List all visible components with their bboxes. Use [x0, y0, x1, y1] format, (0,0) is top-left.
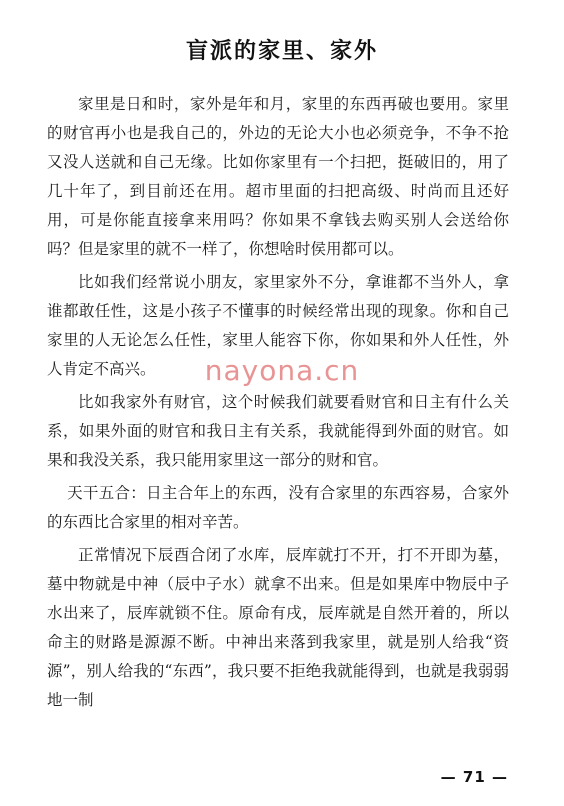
watermark: nayona.cn — [204, 354, 360, 387]
paragraph-5: 正常情况下辰酉合闭了水库，辰库就打不开，打不开即为墓，墓中物就是中神（辰中子水）就拿不出来。但是如果库中物辰中子水出来了，辰库就锁不住。原命有戌，辰库就是自然开着的，所以命主的财路是源源不断。中神出来落到我家里，就是别人给我“资源”，别人给我的“东西”，我只要不拒绝我就能得到，也就是我弱弱地一制 — [47, 546, 509, 709]
page-number: — 71 — — [440, 768, 508, 786]
paragraph-1: 家里是日和时，家外是年和月，家里的东西再破也要用。家里的财官再小也是我自己的，外边的无论大小也必须竞争，不争不抢又没人送就和自己无缘。比如你家里有一个扫把，挺破旧的，用了几十年了，到目前还在用。超市里面的扫把高级、时尚而且还好用，可是你能直接拿来用吗？你如果不拿钱去购买别人会送给你吗？但是家里的就不一样了，你想啥时侯用都可以。 — [47, 95, 509, 258]
paragraph-3: 比如我家外有财官，这个时候我们就要看财官和日主有什么关系，如果外面的财官和我日主有关系，我就能得到外面的财官。如果和我没关系，我只能用家里这一部分的财和官。 — [47, 393, 509, 469]
page-title: 盲派的家里、家外 — [185, 39, 378, 64]
body-text — [47, 90, 509, 719]
paragraph-4: 天干五合：日主合年上的东西，没有合家里的东西容易，合家外的东西比合家里的相对辛苦。 — [47, 484, 509, 531]
paragraph-2: 比如我们经常说小朋友，家里家外不分，拿谁都不当外人，拿谁都敢任性，这是小孩子不懂事的时候经常出现的现象。你和自己家里的人无论怎么任性，家里人能容下你，你如果和外人任性，外人肯定不高兴。 — [47, 273, 509, 378]
